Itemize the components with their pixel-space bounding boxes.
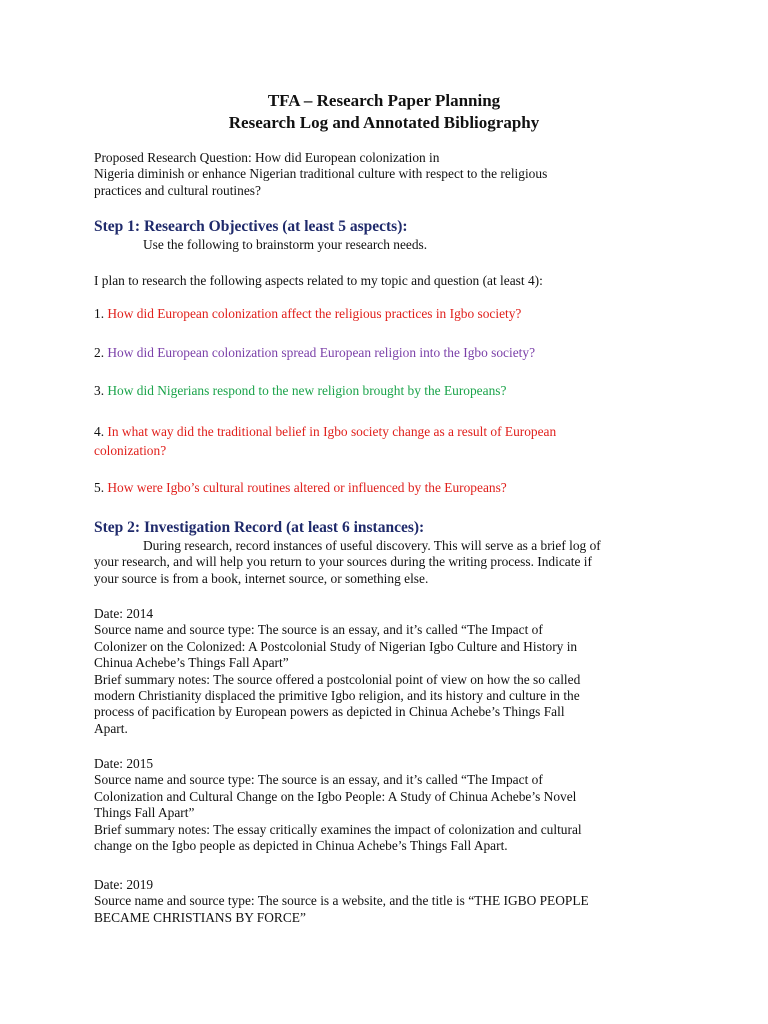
log-entry-2 bbox=[94, 756, 694, 854]
proposal-line: practices and cultural routines? bbox=[94, 182, 261, 198]
step2-heading: Step 2: Investigation Record (at least 6 instances): bbox=[94, 519, 425, 536]
intro-line: your research, and will help you return to your sources during the writing process. Indicate if bbox=[94, 554, 592, 570]
entry-source: Chinua Achebe’s Things Fall Apart” bbox=[94, 655, 289, 671]
step1-instruction: Use the following to brainstorm your research needs. bbox=[143, 237, 428, 252]
item-text: How did European colonization affect the religious practices in Igbo society? bbox=[107, 306, 522, 321]
step1-heading: Step 1: Research Objectives (at least 5 aspects): bbox=[94, 218, 408, 235]
item-number: 1. bbox=[94, 306, 108, 321]
item-text: How did Nigerians respond to the new religion brought by the Europeans? bbox=[107, 383, 507, 398]
item-number: 4. bbox=[94, 424, 108, 439]
objective-item-4 bbox=[94, 422, 694, 460]
step1-intro: I plan to research the following aspects related to my topic and question (at least 4): bbox=[94, 273, 543, 288]
proposal-line: Proposed Research Question: How did European colonization in bbox=[94, 150, 440, 165]
objective-item-1 bbox=[94, 306, 694, 322]
item-number: 2. bbox=[94, 345, 108, 360]
entry-summary: Brief summary notes: The source offered a postcolonial point of view on how the so called bbox=[94, 671, 581, 687]
proposed-research-question bbox=[94, 150, 694, 199]
item-number: 5. bbox=[94, 480, 108, 495]
intro-line: your source is from a book, internet source, or something else. bbox=[94, 570, 429, 586]
entry-summary: modern Christianity displaced the primitive Igbo religion, and its history and culture in the bbox=[94, 688, 580, 704]
entry-source: Source name and source type: The source is a website, and the title is “THE IGBO PEOPLE bbox=[94, 893, 589, 909]
entry-date: Date: 2019 bbox=[94, 877, 154, 892]
objective-item-5 bbox=[94, 480, 694, 496]
step2-intro bbox=[94, 538, 694, 587]
entry-source: Things Fall Apart” bbox=[94, 805, 195, 821]
entry-summary: Brief summary notes: The essay critically examines the impact of colonization and cultural bbox=[94, 821, 582, 837]
item-text-continued: colonization? bbox=[94, 443, 167, 458]
entry-summary: process of pacification by European powers as depicted in Chinua Achebe’s Things Fall bbox=[94, 704, 565, 720]
entry-source: Colonization and Cultural Change on the Igbo People: A Study of Chinua Achebe’s Novel bbox=[94, 788, 577, 804]
item-text: How did European colonization spread European religion into the Igbo society? bbox=[107, 345, 536, 360]
objective-item-2 bbox=[94, 345, 694, 361]
log-entry-1 bbox=[94, 606, 694, 737]
entry-source: Source name and source type: The source is an essay, and it’s called “The Impact of bbox=[94, 772, 543, 788]
proposal-line: Nigeria diminish or enhance Nigerian traditional culture with respect to the religious bbox=[94, 166, 548, 182]
page-subtitle: Research Log and Annotated Bibliography bbox=[228, 113, 540, 132]
intro-line: During research, record instances of useful discovery. This will serve as a brief log of bbox=[143, 538, 601, 553]
item-text: In what way did the traditional belief in Igbo society change as a result of European bbox=[107, 424, 557, 439]
entry-summary: Apart. bbox=[94, 720, 128, 736]
page-title: TFA – Research Paper Planning bbox=[267, 91, 501, 110]
item-number: 3. bbox=[94, 383, 108, 398]
entry-date: Date: 2014 bbox=[94, 606, 154, 621]
entry-source: Source name and source type: The source is an essay, and it’s called “The Impact of bbox=[94, 622, 543, 638]
log-entry-3 bbox=[94, 877, 694, 926]
objective-item-3 bbox=[94, 383, 694, 399]
item-text: How were Igbo’s cultural routines altered or influenced by the Europeans? bbox=[107, 480, 507, 495]
entry-source: BECAME CHRISTIANS BY FORCE” bbox=[94, 909, 306, 925]
entry-summary: change on the Igbo people as depicted in Chinua Achebe’s Things Fall Apart. bbox=[94, 838, 508, 854]
entry-date: Date: 2015 bbox=[94, 756, 154, 771]
entry-source: Colonizer on the Colonized: A Postcolonial Study of Nigerian Igbo Culture and History in bbox=[94, 638, 578, 654]
